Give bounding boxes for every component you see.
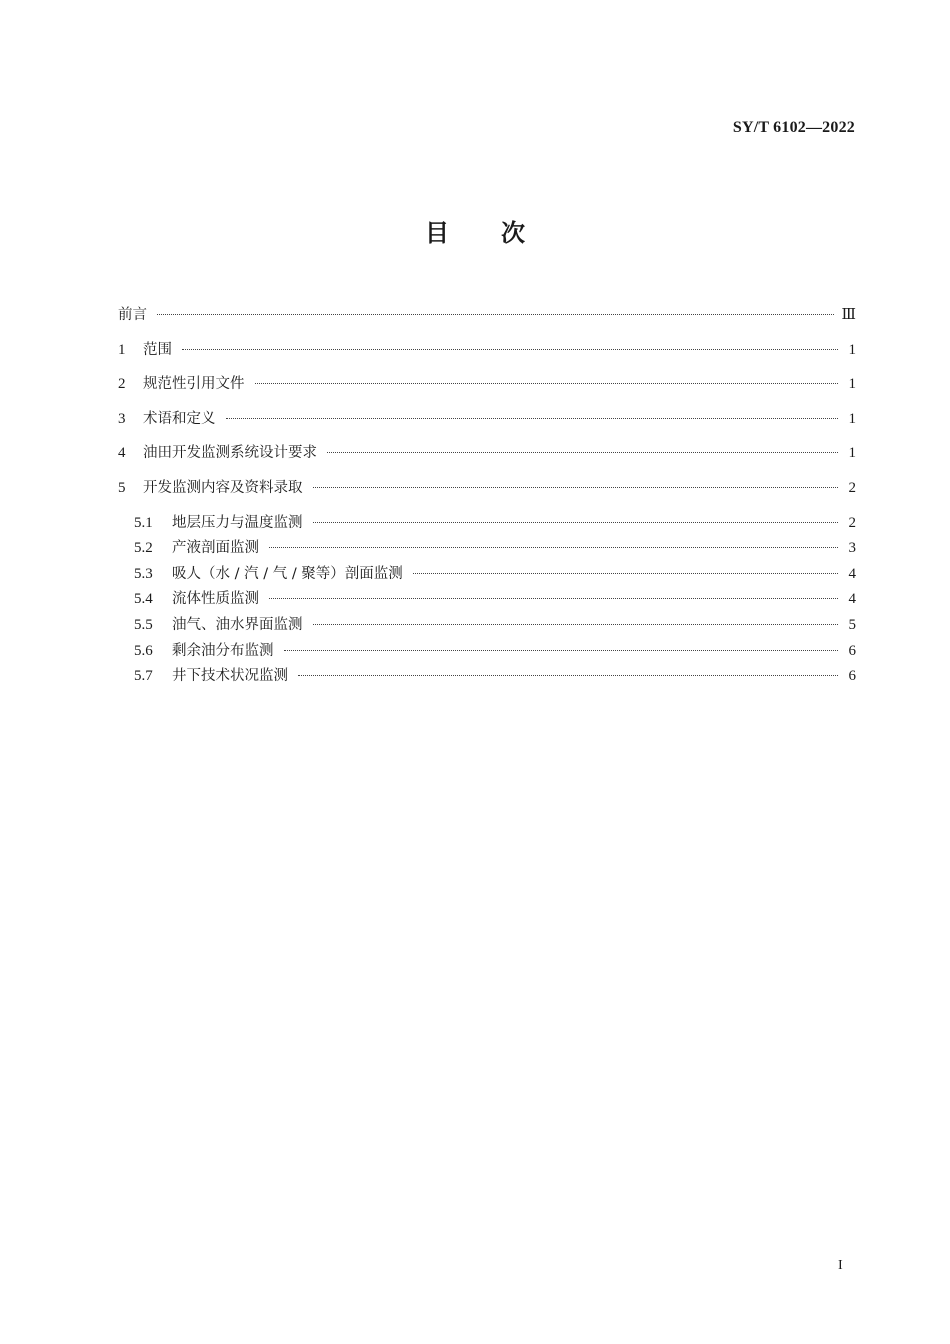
toc-page-ref: 1 (848, 445, 856, 461)
toc-page-ref: 6 (848, 643, 856, 659)
toc-entry-text: 范围 (143, 342, 172, 358)
toc-entry-5-4[interactable] (134, 588, 856, 610)
leader-dots (157, 314, 834, 315)
leader-dots (313, 624, 839, 625)
toc-entry-4[interactable] (118, 442, 856, 464)
toc-entry-number: 5.1 (134, 515, 153, 531)
toc-page-ref: 1 (848, 376, 856, 392)
toc-entry-5-2[interactable] (134, 537, 856, 559)
toc-entry-1[interactable] (118, 339, 856, 361)
toc-entry-text: 吸人（水 / 汽 / 气 / 聚等）剖面监测 (172, 566, 403, 582)
toc-page-ref: 5 (848, 617, 856, 633)
leader-dots (313, 522, 839, 523)
toc-entry-5-1[interactable] (134, 512, 856, 534)
leader-dots (269, 598, 838, 599)
toc-entry-text: 前言 (118, 307, 147, 323)
toc-entry-5-6[interactable] (134, 640, 856, 662)
toc-entry-number: 5.4 (134, 591, 153, 607)
leader-dots (413, 573, 838, 574)
leader-dots (182, 349, 838, 350)
toc-entry-text: 开发监测内容及资料录取 (143, 480, 303, 496)
toc-page-ref: 2 (848, 480, 856, 496)
toc-entry-number: 5.5 (134, 617, 153, 633)
toc-entry-text: 产液剖面监测 (172, 540, 259, 556)
toc-entry-number: 5.6 (134, 643, 153, 659)
toc-entry-number: 2 (118, 376, 126, 392)
toc-entry-5-3[interactable] (134, 563, 856, 585)
toc-entry-2[interactable] (118, 373, 856, 395)
toc-entry-text: 流体性质监测 (172, 591, 259, 607)
toc-entry-3[interactable] (118, 408, 856, 430)
toc-entry-number: 5.2 (134, 540, 153, 556)
leader-dots (327, 452, 838, 453)
leader-dots (298, 675, 838, 676)
toc-entry-text: 井下技术状况监测 (172, 668, 288, 684)
toc-page-ref: 2 (848, 515, 856, 531)
toc-entry-5-7[interactable] (134, 665, 856, 687)
toc-entry-number: 3 (118, 411, 126, 427)
toc-entry-5[interactable] (118, 477, 856, 499)
toc-entry-text: 剩余油分布监测 (172, 643, 274, 659)
page-number: I (838, 1258, 843, 1273)
toc-title: 目次 (425, 219, 577, 247)
document-code: SY/T 6102—2022 (732, 119, 855, 136)
toc-entry-number: 1 (118, 342, 126, 358)
leader-dots (313, 487, 839, 488)
toc-page-ref: 4 (848, 591, 856, 607)
toc-page-ref: 1 (848, 411, 856, 427)
leader-dots (284, 650, 839, 651)
toc-entry-5-5[interactable] (134, 614, 856, 636)
toc-entry-text: 规范性引用文件 (143, 376, 245, 392)
toc-entry-text: 术语和定义 (143, 411, 216, 427)
toc-entry-number: 4 (118, 445, 126, 461)
toc-page-ref: 6 (848, 668, 856, 684)
toc-entry-foreword[interactable] (118, 304, 856, 326)
toc-entry-number: 5.7 (134, 668, 153, 684)
toc-page-ref: 3 (848, 540, 856, 556)
leader-dots (269, 547, 838, 548)
toc-entry-text: 油田开发监测系统设计要求 (143, 445, 317, 461)
leader-dots (255, 383, 839, 384)
toc-page-ref: 1 (848, 342, 856, 358)
toc-entry-number: 5.3 (134, 566, 153, 582)
toc-page-ref: 4 (848, 566, 856, 582)
toc-entry-text: 地层压力与温度监测 (172, 515, 303, 531)
toc-entry-number: 5 (118, 480, 126, 496)
toc-page-ref: Ⅲ (841, 307, 856, 323)
leader-dots (226, 418, 839, 419)
toc-entry-text: 油气、油水界面监测 (172, 617, 303, 633)
